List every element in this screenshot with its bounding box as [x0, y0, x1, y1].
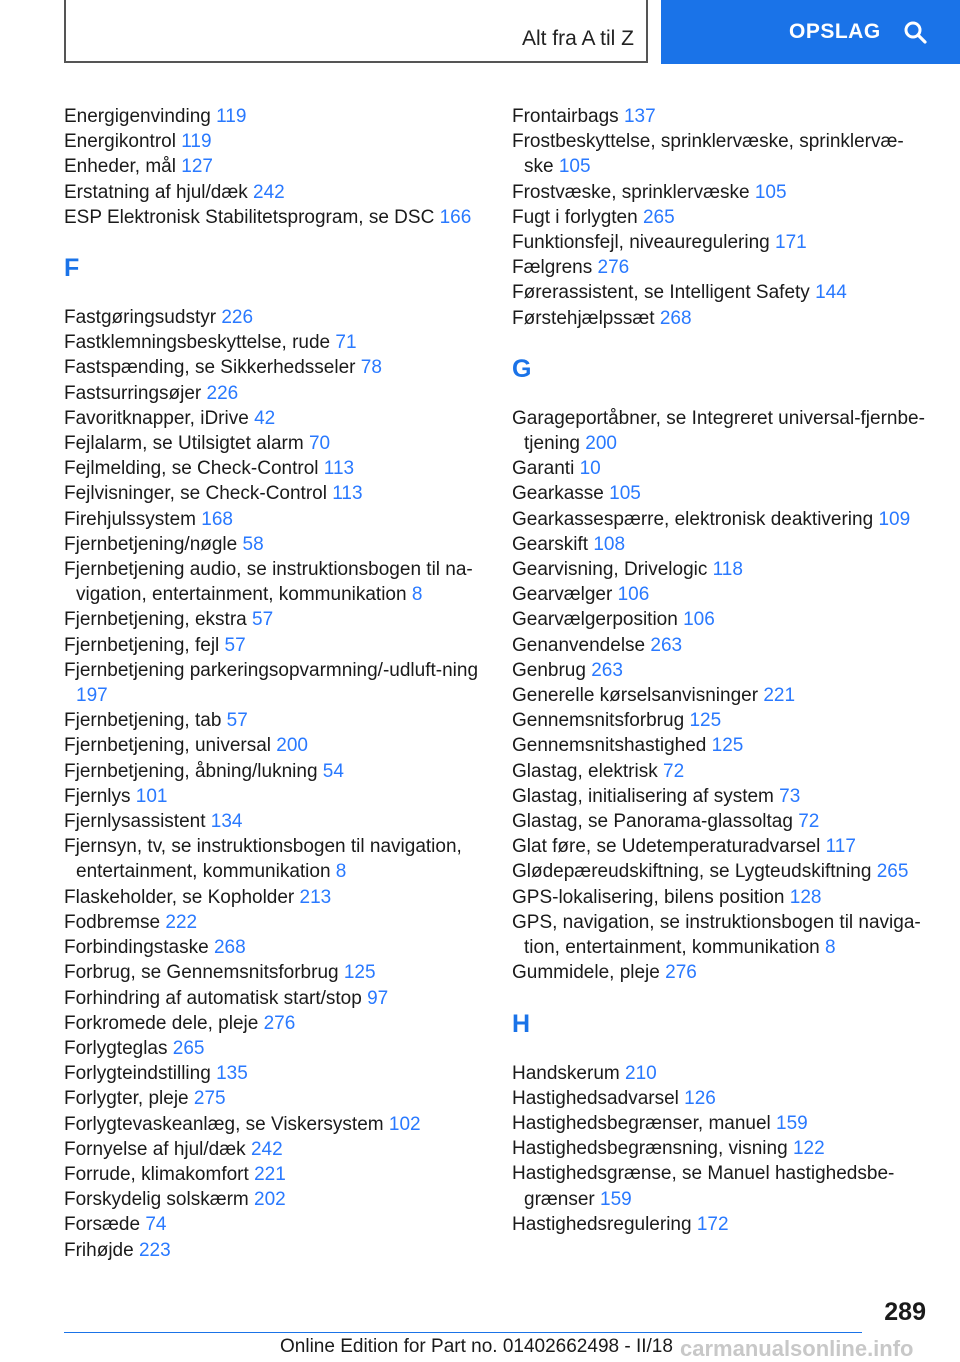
page-reference-link[interactable]: 117 [825, 836, 856, 858]
index-entry [64, 1187, 484, 1212]
page-reference-link[interactable]: 106 [617, 584, 650, 606]
page-reference-link[interactable]: 263 [591, 659, 623, 681]
page-reference-link[interactable]: 202 [254, 1189, 286, 1211]
index-entry [64, 305, 484, 330]
page-reference-link[interactable]: 221 [254, 1163, 286, 1185]
index-entry-text: Fastgøringsudstyr [64, 307, 217, 329]
page-reference-link[interactable]: 57 [226, 710, 248, 732]
edition-text: Online Edition for Part no. 01402662498 - II/18 [280, 1336, 673, 1357]
index-entry-text: Fjernbetjening audio, se instruktionsbogen til na‐vigation, entertainment, kommunikation [64, 559, 473, 606]
index-entry-text: Gearvælgerposition [512, 609, 678, 631]
page-reference-link[interactable]: 125 [689, 710, 722, 732]
page-reference-link[interactable]: 221 [763, 685, 796, 707]
page-reference-link[interactable]: 101 [135, 785, 168, 807]
page-reference-link[interactable]: 197 [76, 685, 108, 707]
index-entry [64, 1112, 484, 1137]
page-reference-link[interactable]: 105 [754, 181, 787, 203]
index-entry-text: Erstatning af hjul/dæk [64, 181, 248, 203]
index-entry-text: Hastighedsbegrænsning, visning [512, 1138, 788, 1160]
index-entry-text: Glat føre, se Udetemperaturadvarsel [512, 836, 821, 858]
index-entry-text: Førerassistent, se Intelligent Safety [512, 282, 810, 304]
page-reference-link[interactable]: 54 [322, 760, 344, 782]
index-entry-text: Forbindingstaske [64, 937, 209, 959]
index-entry [64, 381, 484, 406]
index-entry-text: Frihøjde [64, 1239, 134, 1261]
index-entry [64, 885, 484, 910]
index-entry-text: Frontairbags [512, 106, 619, 127]
page-reference-link[interactable]: 137 [623, 106, 656, 127]
page-reference-link[interactable]: 200 [276, 735, 308, 757]
index-entry-text: Forhindring af automatisk start/stop [64, 987, 362, 1009]
page-reference-link[interactable]: 119 [181, 131, 212, 153]
index-entry [512, 406, 930, 456]
index-entry-text: Fastsurringsøjer [64, 382, 202, 404]
page-reference-link[interactable]: 135 [216, 1063, 248, 1085]
index-entry [64, 104, 484, 129]
index-entry [512, 1161, 930, 1211]
page-reference-link[interactable]: 70 [308, 433, 331, 455]
page-reference-link[interactable]: 128 [789, 886, 822, 908]
index-entry-text: GPS-lokalisering, bilens position [512, 886, 785, 908]
index-entry [64, 456, 484, 481]
index-entry-text: Hastighedsgrænse, se Manuel hastighedsbe‐grænser [512, 1163, 895, 1210]
index-entry [64, 1238, 484, 1263]
index-entry-text: Gennemsnitshastighed [512, 735, 707, 757]
index-entry-text: Forlygteindstilling [64, 1063, 211, 1085]
page-reference-link[interactable]: 226 [206, 382, 239, 404]
index-entry [64, 1011, 484, 1036]
index-column-left [64, 104, 484, 1263]
index-entry [64, 935, 484, 960]
index-entry-text: Gummidele, pleje [512, 962, 660, 984]
index-entry [512, 607, 930, 632]
index-entry-text: Frostbeskyttelse, sprinklervæske, sprinklervæ‐ske [512, 131, 904, 178]
index-entry [64, 960, 484, 985]
index-entry [512, 280, 930, 305]
index-entry [64, 154, 484, 179]
index-entry-text: Funktionsfejl, niveauregulering [512, 232, 770, 254]
page-reference-link[interactable]: 8 [411, 584, 423, 606]
index-entry [64, 481, 484, 506]
index-entry-text: Forkromede dele, pleje [64, 1012, 259, 1034]
search-button[interactable] [661, 0, 960, 64]
index-entry [512, 733, 930, 758]
index-entry [512, 582, 930, 607]
search-icon [903, 20, 927, 44]
page-reference-link[interactable]: 242 [253, 181, 285, 203]
index-entry-text: Førstehjælpssæt [512, 307, 655, 329]
index-entry-text: Generelle kørselsanvisninger [512, 685, 759, 707]
index-letter-heading: F [64, 254, 80, 283]
index-entry-text: Garanti [512, 458, 575, 480]
index-entry-text: GPS, navigation, se instruktionsbogen til naviga‐tion, entertainment, kommunikation [512, 911, 921, 959]
index-entry [512, 129, 930, 179]
page-reference-link[interactable]: 263 [650, 634, 683, 656]
page-reference-link[interactable]: 8 [825, 937, 836, 959]
index-entry-text: Gearvisning, Drivelogic [512, 559, 708, 581]
page-reference-link[interactable]: 125 [711, 735, 744, 757]
page-reference-link[interactable]: 159 [776, 1112, 808, 1134]
index-entry [512, 784, 930, 809]
index-column-right [512, 104, 930, 1237]
index-entry-text: Handskerum [512, 1062, 620, 1084]
page-reference-link[interactable]: 8 [335, 861, 347, 883]
index-entry-text: Firehjulssystem [64, 508, 196, 530]
page-reference-link[interactable]: 134 [210, 811, 243, 833]
page-reference-link[interactable]: 71 [335, 332, 357, 354]
index-entry-text: Forskydelig solskærm [64, 1189, 249, 1211]
index-entry [512, 910, 930, 960]
index-entry [64, 431, 484, 456]
index-entry-text: Favoritknapper, iDrive [64, 407, 249, 429]
index-entry [64, 1086, 484, 1111]
page-reference-link[interactable]: 223 [138, 1239, 171, 1261]
index-entry [64, 759, 484, 784]
page-reference-link[interactable]: 74 [145, 1214, 167, 1236]
page-reference-link[interactable]: 57 [252, 609, 274, 631]
index-entry [512, 532, 930, 557]
index-entry-text: Fjernbetjening parkeringsopvarmning/-udluft‐ning [64, 659, 479, 681]
index-entry-text: Forsæde [64, 1214, 141, 1236]
index-entry-text: Fejlmelding, se Check-Control [64, 458, 319, 480]
index-entry [64, 129, 484, 154]
index-entry [64, 557, 484, 607]
index-entry-text: Hastighedsadvarsel [512, 1087, 679, 1109]
index-entry-text: Genbrug [512, 659, 586, 681]
index-entry-text: Hastighedsregulering [512, 1213, 692, 1235]
page-reference-link[interactable]: 276 [263, 1012, 296, 1034]
index-entry [64, 633, 484, 658]
index-entry [512, 708, 930, 733]
index-entry [64, 355, 484, 380]
page-reference-link[interactable]: 108 [593, 533, 626, 555]
page-reference-link[interactable]: 276 [597, 257, 630, 279]
index-entry-text: Fastspænding, se Sikkerhedsseler [64, 357, 356, 379]
index-entry-text: Fornyelse af hjul/dæk [64, 1138, 246, 1160]
index-entry-text: Energikontrol [64, 131, 176, 153]
index-entry [512, 885, 930, 910]
page-reference-link[interactable]: 200 [585, 433, 617, 455]
index-entry-text: Fejlvisninger, se Check-Control [64, 483, 327, 505]
index-entry-text: Glastag, initialisering af system [512, 785, 774, 807]
index-entry-text: Flaskeholder, se Kopholder [64, 886, 295, 908]
index-entry-text: Forlygter, pleje [64, 1088, 189, 1110]
index-entry [512, 230, 930, 255]
page-reference-link[interactable]: 265 [876, 861, 909, 883]
index-entry-text: Fjernbetjening, ekstra [64, 609, 247, 631]
page-reference-link[interactable]: 159 [600, 1188, 632, 1210]
page-reference-link[interactable]: 265 [642, 206, 675, 228]
index-entry-text: Energigenvinding [64, 106, 211, 127]
page-reference-link[interactable]: 210 [625, 1062, 657, 1084]
index-entry-text: Gearkasse [512, 483, 604, 505]
page-reference-link[interactable]: 105 [558, 156, 591, 178]
index-entry [64, 507, 484, 532]
page-reference-link[interactable]: 58 [242, 533, 264, 555]
page-reference-link[interactable]: 122 [792, 1138, 825, 1160]
page-reference-link[interactable]: 102 [388, 1113, 421, 1135]
page-reference-link[interactable]: 118 [712, 559, 743, 581]
page-reference-link[interactable]: 57 [224, 634, 246, 656]
page-reference-link[interactable]: 97 [367, 987, 389, 1009]
index-entry [512, 456, 930, 481]
page-reference-link[interactable]: 265 [172, 1037, 205, 1059]
index-entry-text: Forrude, klimakomfort [64, 1163, 249, 1185]
index-entry [512, 859, 930, 884]
index-entry [512, 180, 930, 205]
index-entry [512, 960, 930, 985]
page-reference-link[interactable]: 268 [213, 937, 246, 959]
index-entry [64, 658, 484, 708]
page-reference-link[interactable]: 166 [439, 206, 472, 228]
page-reference-link[interactable]: 78 [360, 357, 382, 379]
index-entry [512, 481, 930, 506]
page-reference-link[interactable]: 242 [250, 1138, 283, 1160]
footer-divider [64, 1332, 862, 1333]
index-entry-text: Forlygtevaskeanlæg, se Viskersystem [64, 1113, 384, 1135]
index-entry [512, 306, 930, 331]
page-reference-link[interactable]: 168 [201, 508, 233, 530]
page-reference-link[interactable]: 125 [343, 962, 376, 984]
page-reference-link[interactable]: 172 [696, 1213, 729, 1235]
index-letter-heading: H [512, 1009, 531, 1038]
page-reference-link[interactable]: 113 [323, 458, 355, 480]
page-reference-link[interactable]: 72 [798, 811, 820, 833]
page-reference-link[interactable]: 213 [299, 886, 332, 908]
index-entry [512, 759, 930, 784]
watermark: carmanualsonline.info [680, 1336, 914, 1361]
page-reference-link[interactable]: 222 [165, 911, 198, 933]
index-entry [64, 532, 484, 557]
index-entry-text: Glastag, se Panorama-glassoltag [512, 811, 793, 833]
index-entry-text: Fjernbetjening, universal [64, 735, 272, 757]
page-reference-link[interactable]: 276 [665, 962, 697, 984]
page-reference-link[interactable]: 268 [659, 307, 692, 329]
index-entry [64, 205, 484, 230]
index-entry-text: Fejlalarm, se Utilsigtet alarm [64, 433, 304, 455]
index-entry-text: Frostvæske, sprinklervæske [512, 181, 750, 203]
index-entry [64, 1036, 484, 1061]
index-entry-text: Forlygteglas [64, 1037, 168, 1059]
index-entry [64, 733, 484, 758]
page-reference-link[interactable]: 275 [193, 1088, 226, 1110]
page-reference-link[interactable]: 126 [684, 1087, 716, 1109]
index-entry-text: Garageportåbner, se Integreret universal-fjernbe‐tjening [512, 407, 925, 455]
page-reference-link[interactable]: 72 [663, 760, 685, 782]
index-entry-text: Fælgrens [512, 257, 593, 279]
page-reference-link[interactable]: 42 [254, 407, 276, 429]
index-entry [512, 255, 930, 280]
index-entry [64, 809, 484, 834]
index-entry-text: Fjernlysassistent [64, 811, 206, 833]
page-reference-link[interactable]: 106 [683, 609, 715, 631]
index-entry-text: Gearvælger [512, 584, 613, 606]
index-letter-heading: G [512, 354, 532, 383]
section-title: Alt fra A til Z [521, 27, 634, 50]
index-entry-text: Fodbremse [64, 911, 161, 933]
section-title-tab[interactable] [64, 0, 648, 63]
index-entry [64, 330, 484, 355]
index-entry-text: Glastag, elektrisk [512, 760, 658, 782]
search-label: OPSLAG [789, 20, 881, 43]
page-reference-link[interactable]: 113 [332, 483, 363, 505]
index-entry [512, 205, 930, 230]
index-entry-text: Fugt i forlygten [512, 206, 638, 228]
index-entry-text: Fjernlys [64, 785, 131, 807]
index-entry [64, 784, 484, 809]
index-entry [512, 1212, 930, 1237]
page-reference-link[interactable]: 127 [181, 156, 213, 178]
page-reference-link[interactable]: 105 [609, 483, 641, 505]
index-entry-text: Fjernbetjening, fejl [64, 634, 220, 656]
index-entry [512, 1086, 930, 1111]
index-entry [512, 1061, 930, 1086]
index-entry [512, 683, 930, 708]
index-entry [64, 1137, 484, 1162]
page-reference-link[interactable]: 10 [579, 458, 601, 480]
index-entry [64, 708, 484, 733]
index-entry-text: Enheder, mål [64, 156, 176, 178]
index-entry [512, 834, 930, 859]
index-entry [512, 633, 930, 658]
index-entry [512, 507, 930, 532]
index-entry-text: Fjernbetjening/nøgle [64, 533, 238, 555]
index-entry [64, 607, 484, 632]
page-reference-link[interactable]: 226 [221, 307, 254, 329]
index-entry [64, 180, 484, 205]
page-reference-link[interactable]: 73 [779, 785, 801, 807]
page-reference-link[interactable]: 119 [216, 106, 247, 127]
index-entry [64, 986, 484, 1011]
index-entry-text: Genanvendelse [512, 634, 646, 656]
index-entry-text: ESP Elektronisk Stabilitetsprogram, se DSC [64, 206, 435, 228]
page-reference-link[interactable]: 109 [878, 508, 911, 530]
page-number: 289 [884, 1298, 926, 1326]
index-entry [64, 1162, 484, 1187]
index-entry [512, 809, 930, 834]
index-entry [64, 406, 484, 431]
index-entry-text: Gearskift [512, 533, 589, 555]
index-entry-text: Glødepæreudskiftning, se Lygteudskiftning [512, 861, 872, 883]
page-reference-link[interactable]: 144 [815, 282, 847, 304]
index-entry [512, 557, 930, 582]
index-entry [64, 834, 484, 884]
index-entry-text: Fjernsyn, tv, se instruktionsbogen til navigation, entertainment, kommunikation [64, 836, 462, 883]
index-entry-text: Fastklemningsbeskyttelse, rude [64, 332, 331, 354]
index-entry [64, 1061, 484, 1086]
index-entry [64, 910, 484, 935]
index-entry [64, 1212, 484, 1237]
index-entry [512, 1111, 930, 1136]
index-entry-text: Gennemsnitsforbrug [512, 710, 685, 732]
index-entry-text: Forbrug, se Gennemsnitsforbrug [64, 962, 339, 984]
index-entry-text: Gearkassespærre, elektronisk deaktivering [512, 508, 874, 530]
index-entry-text: Fjernbetjening, tab [64, 710, 222, 732]
index-entry [512, 658, 930, 683]
page-reference-link[interactable]: 171 [775, 232, 807, 254]
index-entry-text: Hastighedsbegrænser, manuel [512, 1112, 771, 1134]
index-entry-text: Fjernbetjening, åbning/lukning [64, 760, 318, 782]
index-entry [512, 1136, 930, 1161]
index-entry [512, 104, 930, 129]
